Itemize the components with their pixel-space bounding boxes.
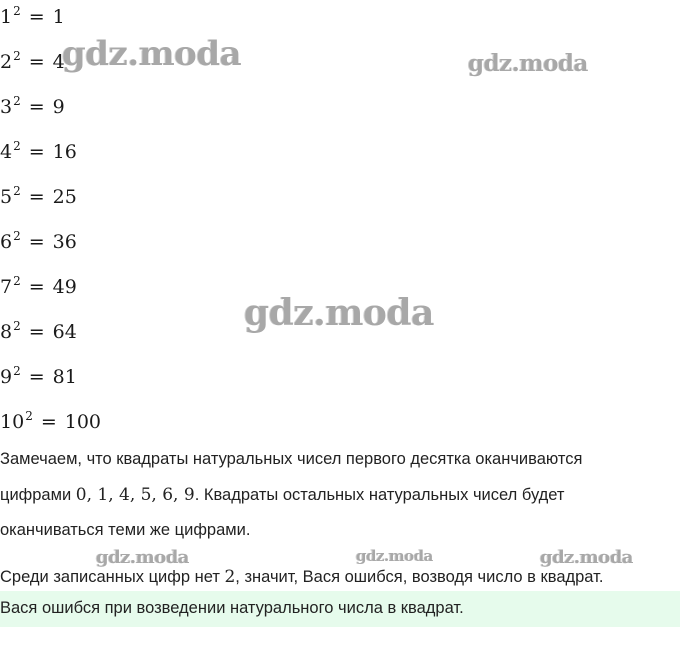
equation-6 [0, 230, 77, 256]
watermark: gdz.moda [468, 50, 588, 77]
explanation-line-3 [0, 521, 250, 540]
eq-result: 100 [64, 411, 102, 433]
eq-exponent: 2 [13, 274, 21, 288]
eq-result: 16 [52, 141, 77, 163]
equals-sign: = [28, 186, 45, 208]
answer-text: Вася ошибся при возведении натурального числа в квадрат. [0, 599, 464, 617]
eq-base: 5 [0, 186, 13, 208]
eq-result: 49 [52, 276, 77, 298]
eq-exponent: 2 [13, 229, 21, 243]
equals-sign: = [28, 96, 45, 118]
eq-exponent: 2 [25, 409, 33, 423]
eq-result: 36 [52, 231, 77, 253]
eq-base: 2 [0, 51, 13, 73]
equation-2 [0, 50, 65, 76]
missing-digit: 2 [224, 567, 236, 587]
eq-base: 9 [0, 366, 13, 388]
eq-result: 4 [52, 51, 65, 73]
eq-exponent: 2 [13, 94, 21, 108]
eq-exponent: 2 [13, 364, 21, 378]
eq-result: 1 [52, 6, 65, 28]
watermark: gdz.moda [244, 292, 434, 334]
equals-sign: = [28, 231, 45, 253]
eq-exponent: 2 [13, 4, 21, 18]
eq-result: 64 [52, 321, 77, 343]
watermark: gdz.moda [356, 547, 433, 565]
equals-sign: = [28, 51, 45, 73]
explanation-text: Замечаем, что квадраты натуральных чисел первого десятка оканчиваются [0, 450, 583, 468]
eq-base: 3 [0, 96, 13, 118]
equals-sign: = [28, 321, 45, 343]
watermark: gdz.moda [540, 547, 633, 568]
eq-base: 7 [0, 276, 13, 298]
conclusion-text: Среди записанных цифр нет [0, 568, 225, 586]
explanation-text: цифрами [0, 486, 76, 504]
equals-sign: = [40, 411, 57, 433]
eq-result: 25 [52, 186, 77, 208]
explanation-text: . Квадраты остальных натуральных чисел будет [194, 486, 565, 504]
digits-list: 0, 1, 4, 5, 6, 9 [75, 485, 195, 505]
eq-exponent: 2 [13, 184, 21, 198]
equation-9 [0, 365, 77, 391]
explanation-line-2 [0, 485, 564, 505]
equation-5 [0, 185, 77, 211]
eq-exponent: 2 [13, 139, 21, 153]
eq-exponent: 2 [13, 319, 21, 333]
watermark: gdz.moda [96, 547, 189, 568]
equation-8 [0, 320, 77, 346]
equation-1 [0, 5, 65, 31]
equals-sign: = [28, 141, 45, 163]
eq-base: 8 [0, 321, 13, 343]
eq-base: 10 [0, 411, 25, 433]
conclusion-text: , значит, Вася ошибся, возводя число в квадрат. [235, 568, 604, 586]
explanation-line-1 [0, 450, 582, 469]
watermark: gdz.moda [62, 34, 242, 74]
eq-result: 9 [52, 96, 65, 118]
equals-sign: = [28, 276, 45, 298]
explanation-text: оканчиваться теми же цифрами. [0, 521, 251, 539]
eq-result: 81 [52, 366, 77, 388]
equation-7 [0, 275, 77, 301]
conclusion-line [0, 567, 603, 587]
equation-4 [0, 140, 77, 166]
eq-exponent: 2 [13, 49, 21, 63]
eq-base: 1 [0, 6, 13, 28]
answer-box [0, 591, 680, 627]
eq-base: 4 [0, 141, 13, 163]
eq-base: 6 [0, 231, 13, 253]
equals-sign: = [28, 366, 45, 388]
equals-sign: = [28, 6, 45, 28]
equation-3 [0, 95, 65, 121]
equation-10 [0, 410, 101, 436]
